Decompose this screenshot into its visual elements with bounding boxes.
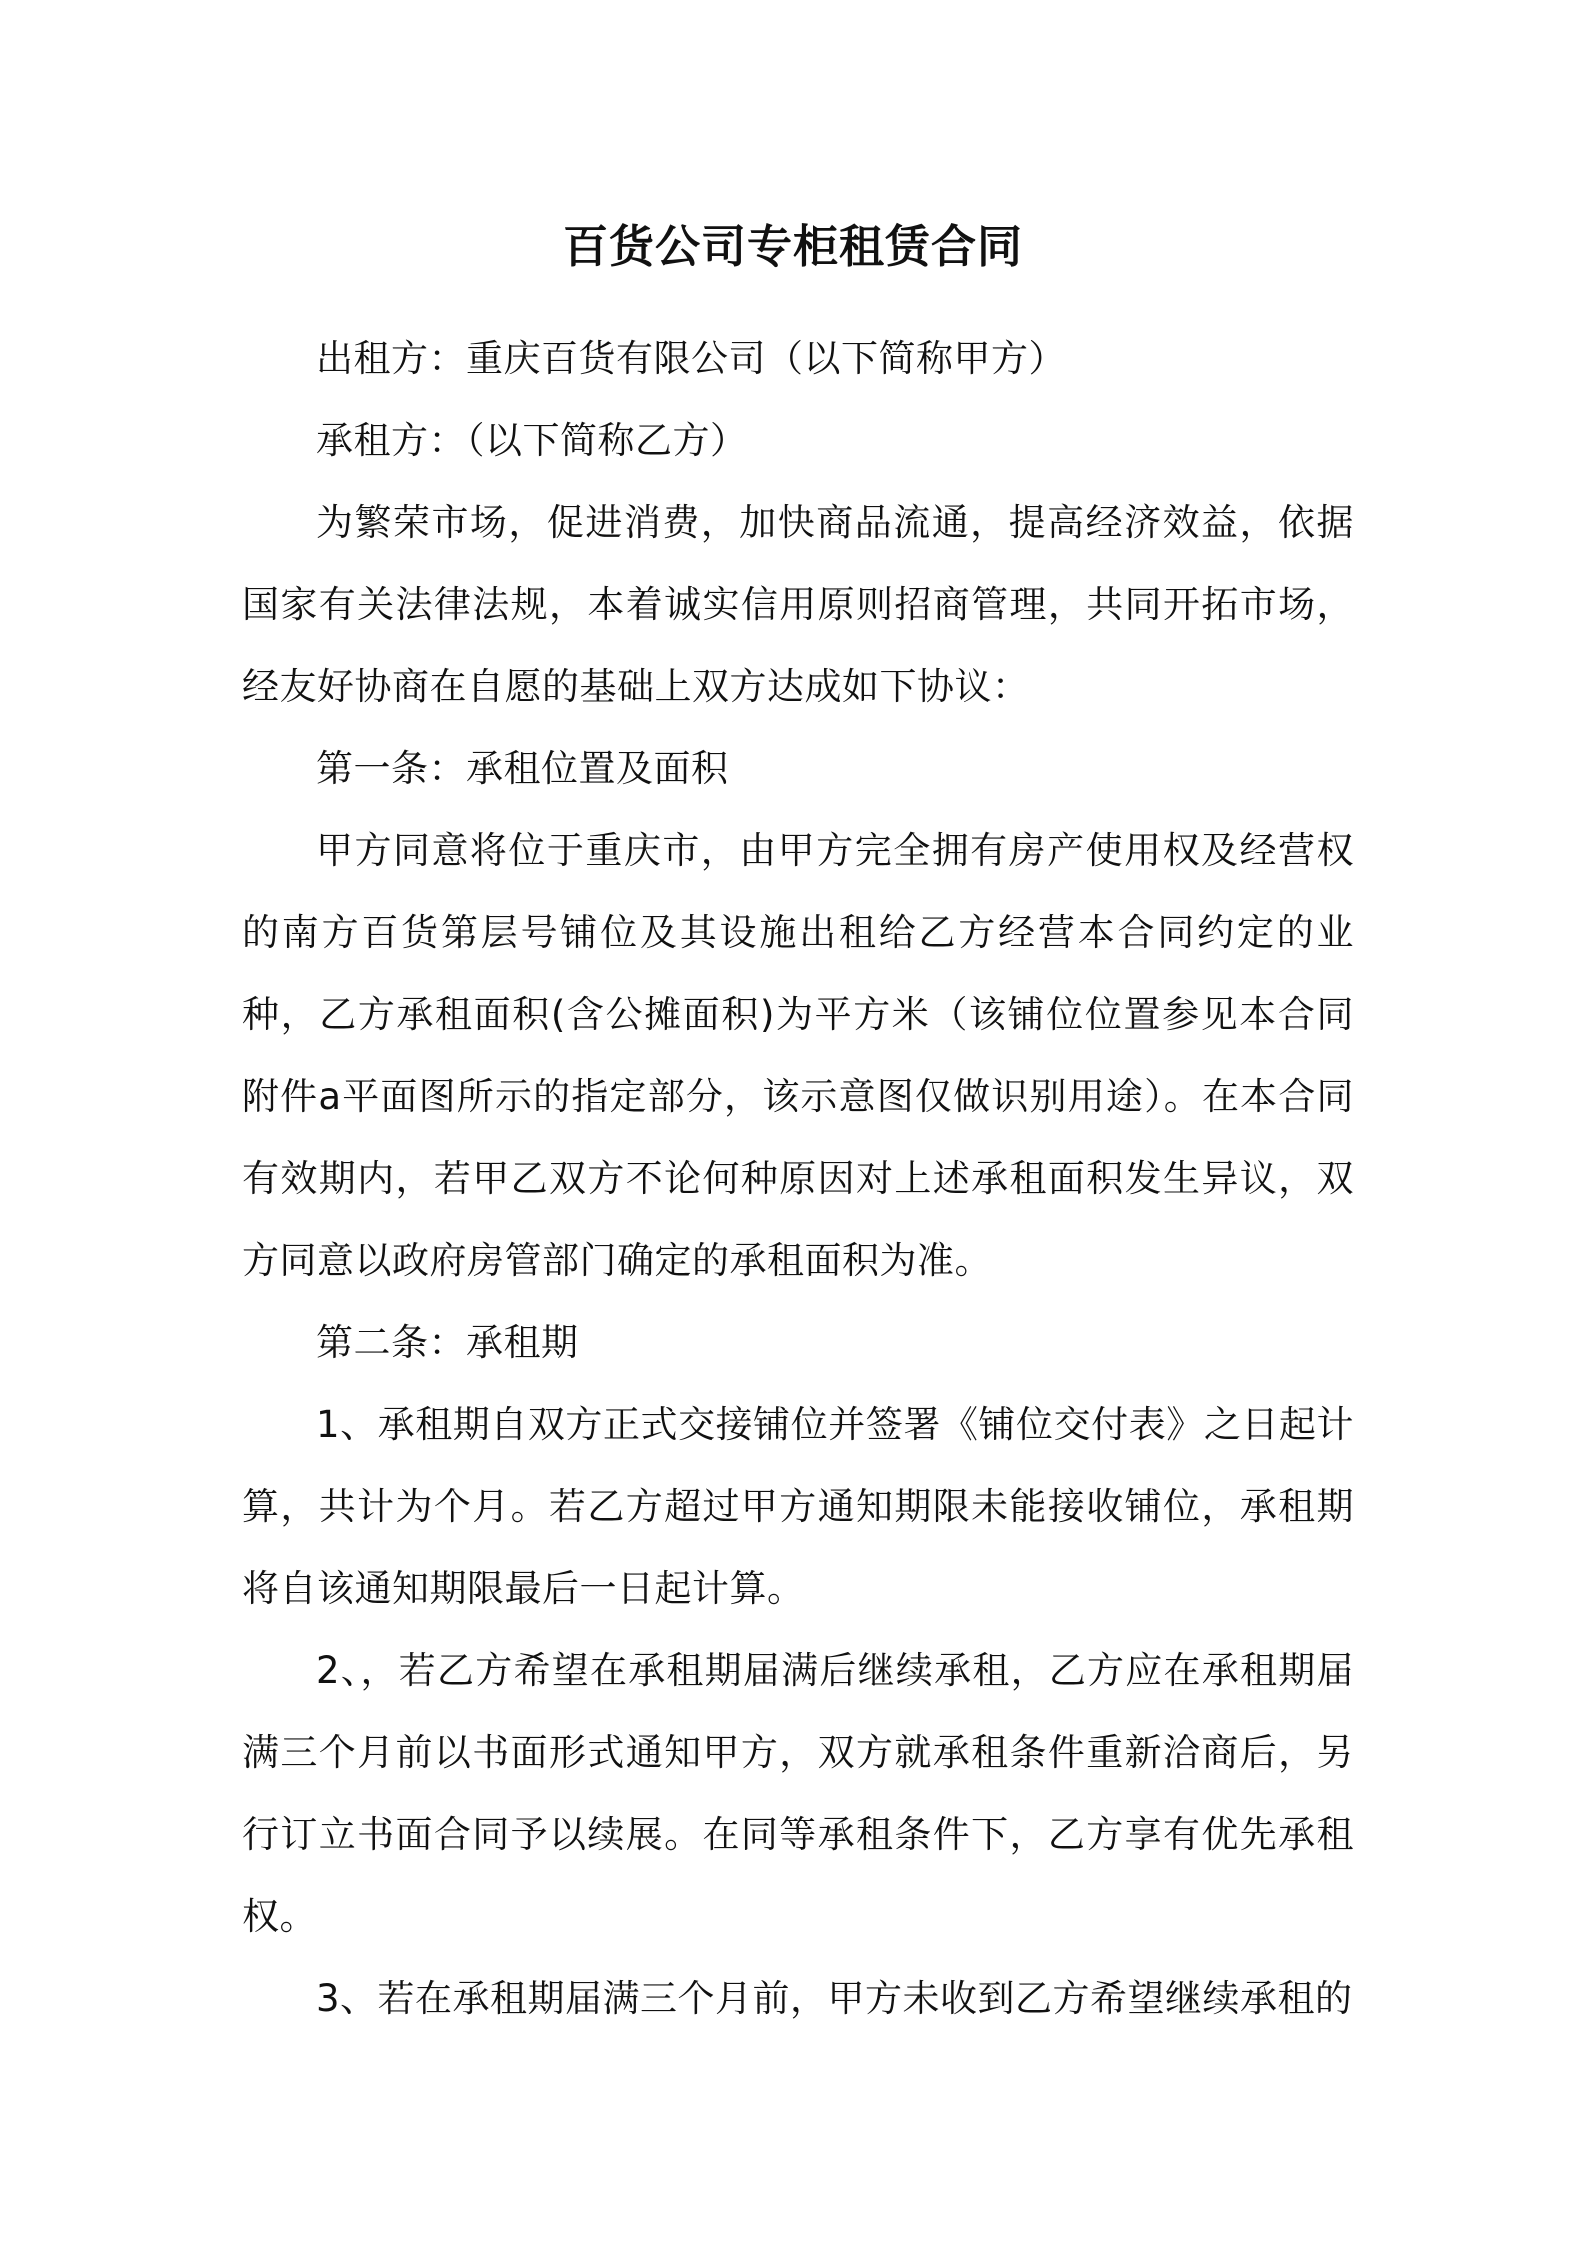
article-1-paragraph: 甲方同意将位于重庆市，由甲方完全拥有房产使用权及经营权的南方百货第层号铺位及其设施出租给乙方经营本合同约定的业种，乙方承租面积(含公摊面积)为平方米（该铺位位置参见本合同附件a平面图所示的指定部分，该示意图仅做识别用途）。在本合同有效期内，若甲乙双方不论何种原因对上述承租面积发生异议，双方同意以政府房管部门确定的承租面积为准。 bbox=[242, 829, 1354, 1282]
lessee-line: 承租方：（以下简称乙方） bbox=[316, 419, 748, 462]
article-2-clause-1: 1、承租期自双方正式交接铺位并签署《铺位交付表》之日起计算，共计为个月。若乙方超过甲方通知期限未能接收铺位，承租期将自该通知期限最后一日起计算。 bbox=[242, 1403, 1354, 1610]
article-2-clause-3: 3、若在承租期届满三个月前，甲方未收到乙方希望继续承租的 bbox=[316, 1977, 1353, 2020]
article-1-heading: 第一条：承租位置及面积 bbox=[316, 747, 729, 790]
lessor-line: 出租方：重庆百货有限公司（以下简称甲方） bbox=[316, 337, 1066, 380]
document-title: 百货公司专柜租赁合同 bbox=[562, 220, 1023, 273]
document-body bbox=[242, 318, 1354, 2040]
article-2-heading: 第二条：承租期 bbox=[316, 1321, 579, 1364]
preamble-paragraph: 为繁荣市场，促进消费，加快商品流通，提高经济效益，依据国家有关法律法规，本着诚实信用原则招商管理，共同开拓市场，经友好协商在自愿的基础上双方达成如下协议： bbox=[242, 501, 1354, 708]
article-2-clause-2: 2、，若乙方希望在承租期届满后继续承租，乙方应在承租期届满三个月前以书面形式通知甲方，双方就承租条件重新洽商后，另行订立书面合同予以续展。在同等承租条件下，乙方享有优先承租权。 bbox=[242, 1649, 1354, 1938]
